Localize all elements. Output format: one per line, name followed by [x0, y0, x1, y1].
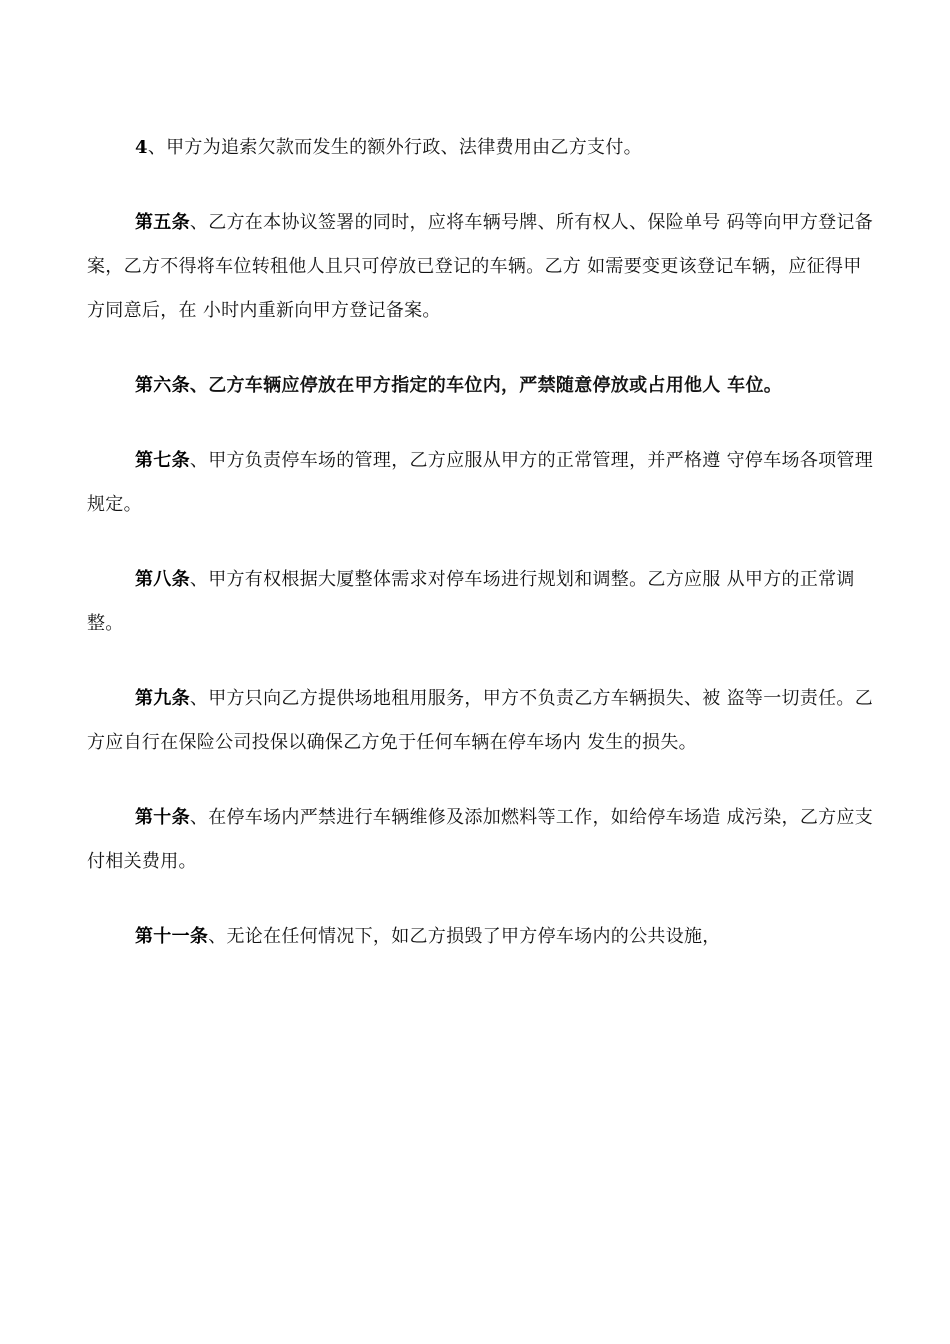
article-5	[87, 201, 877, 333]
article-label: 第十条	[135, 807, 190, 828]
article-text: 、乙方在本协议签署的同时，应将车辆号牌、所有权人、保险单号 码等向甲方登记备案，乙方不得将车位转租他人且只可停放已登记的车辆。乙方 如需要变更该登记车辆，应征得甲方同意后，在 小时内重新向甲方登记备案。	[87, 212, 874, 321]
article-text: 、甲方只向乙方提供场地租用服务，甲方不负责乙方车辆损失、被 盗等一切责任。乙方应自行在保险公司投保以确保乙方免于任何车辆在停车场内 发生的损失。	[87, 688, 874, 753]
article-label: 第九条	[135, 688, 190, 709]
clause-text: 、甲方为追索欠款而发生的额外行政、法律费用由乙方支付。	[147, 137, 642, 158]
article-text: 、在停车场内严禁进行车辆维修及添加燃料等工作，如给停车场造 成污染，乙方应支付相关费用。	[87, 807, 874, 872]
article-text: 、甲方负责停车场的管理，乙方应服从甲方的正常管理，并严格遵 守停车场各项管理规定。	[87, 450, 874, 515]
article-8	[87, 558, 877, 646]
article-10	[87, 796, 877, 884]
clause-4-item	[87, 126, 877, 170]
article-11	[87, 915, 877, 959]
article-label: 第五条	[135, 212, 190, 233]
document-body	[87, 126, 877, 990]
article-text: 、乙方车辆应停放在甲方指定的车位内，严禁随意停放或占用他人 车位。	[189, 375, 783, 396]
article-6	[87, 364, 877, 408]
article-label: 第八条	[135, 569, 190, 590]
article-9	[87, 677, 877, 765]
article-text: 、甲方有权根据大厦整体需求对停车场进行规划和调整。乙方应服 从甲方的正常调整。	[87, 569, 855, 634]
article-7	[87, 439, 877, 527]
article-label: 第十一条	[135, 926, 209, 947]
article-label: 第六条	[135, 375, 190, 396]
clause-label: 4	[135, 137, 148, 158]
article-label: 第七条	[135, 450, 190, 471]
article-text: 、无论在任何情况下，如乙方损毁了甲方停车场内的公共设施，	[208, 926, 721, 947]
